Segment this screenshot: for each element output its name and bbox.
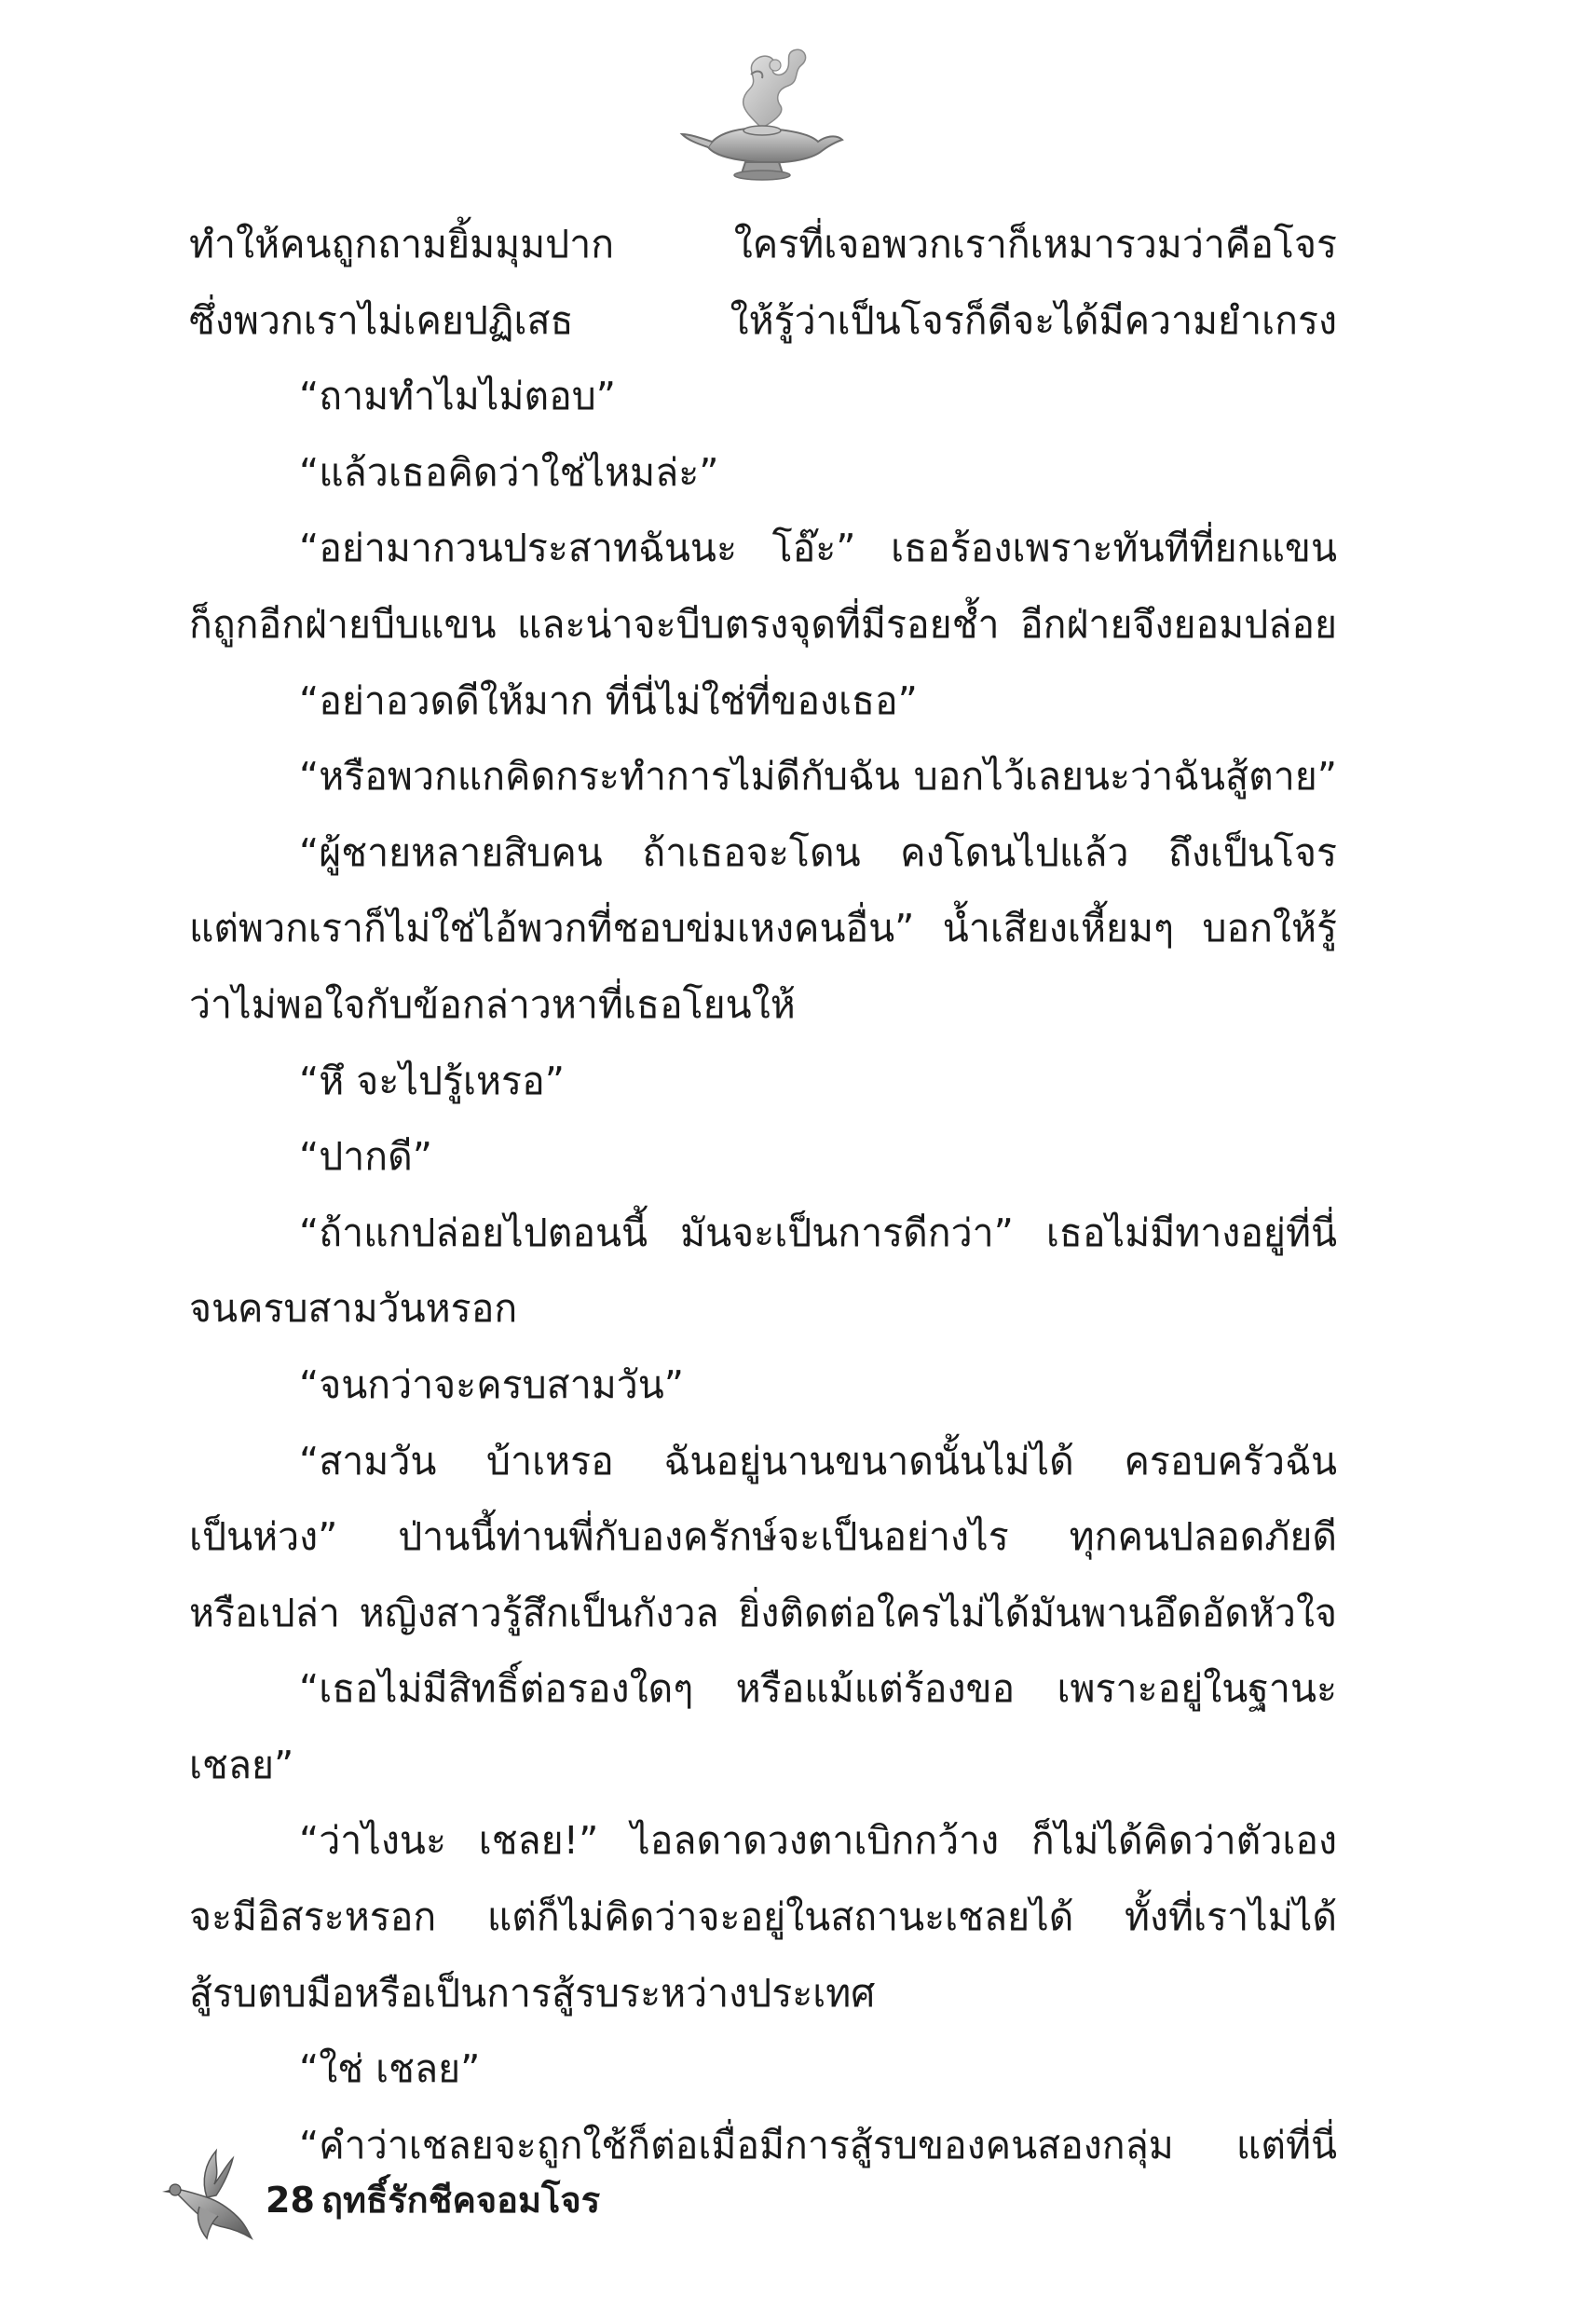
- bird-icon: [158, 2143, 261, 2246]
- text-line: เชลย”: [189, 1742, 294, 1787]
- text-line: ว่าไม่พอใจกับข้อกล่าวหาที่เธอโยนให้: [189, 981, 796, 1027]
- genie-lamp-icon: [671, 37, 857, 186]
- text-line: แต่พวกเราก็ไม่ใช่ไอ้พวกที่ชอบข่มเหงคนอื่น” น้ำเสียงเหี้ยมๆ บอกให้รู้: [189, 906, 1337, 951]
- text-line: “สามวัน บ้าเหรอ ฉันอยู่นานขนาดนั้นไม่ได้ ครอบครัวฉัน: [299, 1438, 1337, 1484]
- page-footer: [158, 2143, 811, 2255]
- book-title: ฤทธิ์รักชีคจอมโจร: [321, 2180, 601, 2221]
- text-line: ทำให้คนถูกถามยิ้มมุมปาก ใครที่เจอพวกเราก็เหมารวมว่าคือโจร: [189, 222, 1337, 267]
- text-line: “อย่าอวดดีให้มาก ที่นี่ไม่ใช่ที่ของเธอ”: [299, 677, 918, 723]
- text-line: “เธอไม่มีสิทธิ์ต่อรองใดๆ หรือแม้แต่ร้องขอ เพราะอยู่ในฐานะ: [299, 1666, 1337, 1712]
- text-line: “ถ้าแกปล่อยไปตอนนี้ มันจะเป็นการดีกว่า” เธอไม่มีทางอยู่ที่นี่: [299, 1210, 1337, 1255]
- text-line: “คำว่าเชลยจะถูกใช้ก็ต่อเมื่อมีการสู้รบของคนสองกลุ่ม แต่ที่นี่: [299, 2122, 1337, 2167]
- text-line: “ใช่ เชลย”: [299, 2046, 481, 2092]
- text-line: “หึ จะไปรู้เหรอ”: [299, 1058, 565, 1103]
- text-line: “ถามทำไมไม่ตอบ”: [299, 374, 616, 419]
- text-line: “แล้วเธอคิดว่าใช่ไหมล่ะ”: [299, 449, 719, 495]
- text-line: สู้รบตบมือหรือเป็นการสู้รบระหว่างประเทศ: [189, 1970, 876, 2016]
- text-line: “หรือพวกแกคิดกระทำการไม่ดีกับฉัน บอกไว้เลยนะว่าฉันสู้ตาย”: [299, 754, 1337, 800]
- page-number: 28: [266, 2180, 315, 2221]
- body-text: [189, 207, 1337, 2183]
- text-line: “อย่ามากวนประสาทฉันนะ โอ๊ะ” เธอร้องเพราะทันทีที่ยกแขน: [299, 526, 1337, 571]
- text-line: “ผู้ชายหลายสิบคน ถ้าเธอจะโดน คงโดนไปแล้ว ถึงเป็นโจร: [299, 829, 1337, 875]
- text-line: ซึ่งพวกเราไม่เคยปฏิเสธ ให้รู้ว่าเป็นโจรก็ดีจะได้มีความยำเกรง: [189, 297, 1337, 343]
- text-line: หรือเปล่า หญิงสาวรู้สึกเป็นกังวล ยิ่งติดต่อใครไม่ได้มันพานอึดอัดหัวใจ: [189, 1590, 1337, 1635]
- text-line: จนครบสามวันหรอก: [189, 1286, 518, 1332]
- text-line: “ปากดี”: [299, 1134, 432, 1180]
- text-line: ก็ถูกอีกฝ่ายบีบแขน และน่าจะบีบตรงจุดที่มีรอยช้ำ อีกฝ่ายจึงยอมปล่อย: [189, 601, 1337, 647]
- text-line: จะมีอิสระหรอก แต่ก็ไม่คิดว่าจะอยู่ในสถานะเชลยได้ ทั้งที่เราไม่ได้: [189, 1894, 1337, 1940]
- text-line: “ว่าไงนะ เชลย!” ไอลดาดวงตาเบิกกว้าง ก็ไม่ได้คิดว่าตัวเอง: [299, 1818, 1337, 1864]
- text-line: “จนกว่าจะครบสามวัน”: [299, 1361, 685, 1407]
- text-line: เป็นห่วง” ป่านนี้ท่านพี่กับองครักษ์จะเป็นอย่างไร ทุกคนปลอดภัยดี: [189, 1514, 1337, 1560]
